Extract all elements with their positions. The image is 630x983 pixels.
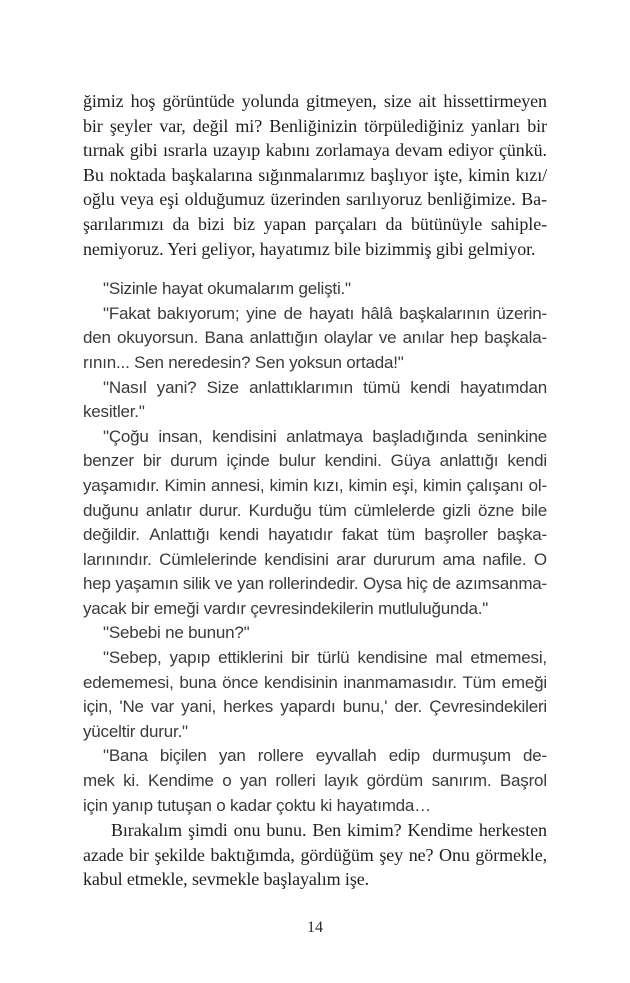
word: olduğumuz	[184, 189, 265, 210]
text-line	[83, 326, 547, 351]
word: Ben	[312, 820, 342, 841]
word: gizli	[442, 500, 471, 520]
word: Onu	[439, 844, 470, 865]
word: kendini.	[324, 451, 382, 471]
word: size	[383, 91, 412, 111]
word: kimin	[269, 475, 309, 495]
paragraph	[83, 818, 547, 892]
word: Cümlelerinde	[159, 549, 257, 569]
text-line	[83, 187, 547, 212]
word: "Fakat	[103, 303, 151, 323]
text-line	[83, 89, 547, 114]
word: kendi	[410, 377, 450, 397]
word: görmekle,	[475, 844, 547, 865]
word: devam	[395, 140, 443, 161]
word: bir	[129, 844, 149, 865]
word: yapıp	[169, 648, 211, 668]
word: anlatmaya	[286, 426, 363, 446]
word: 'Ne	[119, 697, 144, 717]
word: Kendime	[407, 820, 473, 841]
word: Kendime	[148, 771, 214, 791]
word: Size	[206, 377, 239, 397]
text-line	[83, 548, 547, 573]
word: hep	[450, 328, 478, 348]
word: oğlu	[83, 189, 115, 210]
word: den	[83, 328, 111, 348]
text-line	[83, 376, 547, 401]
word: sanırım.	[431, 771, 492, 791]
word: anlattıklarımın	[249, 377, 353, 397]
word: yanları	[470, 115, 521, 136]
word: anlatır	[145, 500, 192, 520]
word: kendi	[507, 451, 547, 471]
text-line	[83, 769, 547, 794]
word: "Sebep,	[103, 648, 162, 668]
text-line	[83, 499, 547, 524]
word: yani,	[181, 697, 217, 717]
word: veya	[120, 189, 154, 210]
word: anlattığı	[439, 451, 499, 471]
text-line: kabul etmekle, sevmekle başlayalım işe.	[83, 869, 370, 890]
word: baktığımda,	[210, 844, 295, 865]
word: parçaları	[314, 213, 377, 234]
text-line	[83, 523, 547, 548]
word: gördüğüm	[300, 844, 374, 865]
word: için,	[83, 697, 113, 717]
word: gitmeyen,	[306, 91, 377, 111]
word: cümlelerde	[353, 500, 436, 520]
word: tırnak	[83, 140, 125, 161]
word: başka-	[497, 525, 547, 545]
word: gibi	[129, 140, 158, 161]
word: Oysa	[363, 574, 402, 594]
word: herkes	[223, 697, 274, 717]
word: türlü	[317, 648, 350, 668]
text-line	[83, 138, 547, 163]
word: eyvallah	[315, 746, 377, 766]
text-line	[83, 114, 547, 139]
word: de	[283, 303, 303, 323]
word: sığınmalarımız	[258, 164, 365, 185]
word: dururum	[373, 549, 436, 569]
text-line	[83, 474, 547, 499]
word: Bu	[83, 164, 104, 185]
paragraph	[83, 89, 547, 261]
paragraph	[83, 646, 547, 744]
text-line	[83, 671, 547, 696]
text-line	[83, 163, 547, 188]
word: bir	[527, 115, 547, 136]
word: ettiklerini	[218, 648, 284, 668]
word: durur.	[199, 500, 242, 520]
word: mek	[83, 771, 115, 791]
word: bütünüyle	[411, 213, 483, 234]
word: arar	[336, 549, 366, 569]
word: anılar	[402, 328, 444, 348]
word: fakat	[341, 525, 378, 545]
word: inanmamasıdır.	[343, 672, 457, 692]
word: zorlamaya	[315, 140, 390, 161]
word: başroller	[424, 525, 488, 545]
word: O	[533, 549, 547, 569]
text-line: için yanıp tutuşan o kadar çoktu ki hayatımda…	[83, 795, 431, 815]
word: silik	[182, 574, 211, 594]
word: bunu,'	[342, 697, 388, 717]
word: işte,	[433, 164, 463, 185]
word: noktada	[109, 164, 166, 185]
word: edememesi,	[83, 672, 174, 692]
word: şarılarımızı	[83, 213, 164, 234]
word: de	[432, 574, 451, 594]
word: bile	[521, 500, 547, 520]
word: kendisini	[212, 426, 277, 446]
word: da	[172, 213, 190, 234]
text-line	[83, 302, 547, 327]
word: mal	[435, 648, 463, 668]
word: bizi	[197, 213, 225, 234]
word: insan,	[158, 426, 203, 446]
word: eşi,	[392, 475, 418, 495]
word: sarılıyoruz	[345, 189, 422, 210]
page-number: 14	[307, 919, 323, 936]
word: Başrol	[499, 771, 547, 791]
word: Ba-	[521, 189, 547, 210]
word: ediyor	[448, 140, 494, 161]
word: şimdi	[188, 820, 228, 841]
word: ve	[378, 328, 397, 348]
word: şekilde	[154, 844, 205, 865]
word: Güya	[390, 451, 431, 471]
word: "Nasıl	[103, 377, 147, 397]
word: benzer	[83, 451, 134, 471]
word: hissettirmeyen	[443, 91, 547, 111]
word: başkalarının	[399, 303, 490, 323]
word: içinde	[226, 451, 270, 471]
word: hayatı	[308, 303, 355, 323]
word: yaşamın	[115, 574, 179, 594]
word: onu	[233, 820, 261, 841]
word: anlattığın	[249, 328, 318, 348]
word: etmemesi,	[470, 648, 547, 668]
word: görüntüde	[162, 91, 235, 111]
word: mi?	[235, 115, 263, 136]
word: başlıyor	[370, 164, 428, 185]
word: de-	[523, 746, 547, 766]
word: "Bana	[103, 746, 148, 766]
word: kızı/	[515, 164, 547, 185]
word: Anlattığı	[149, 525, 210, 545]
word: tüm	[387, 525, 415, 545]
word: benliğimize.	[427, 189, 516, 210]
text-line: yacak bir emeği vardır çevresindekilerin mutluluğunda."	[83, 598, 489, 618]
word: Çevresindekileri	[429, 697, 547, 717]
paragraph	[83, 302, 547, 376]
word: duğunu	[83, 500, 139, 520]
word: o	[222, 771, 232, 791]
word: ne?	[408, 844, 434, 865]
word: ol-	[528, 475, 547, 495]
word: azade	[83, 844, 124, 865]
word: yan	[218, 746, 246, 766]
word: Bana	[204, 328, 244, 348]
word: durum	[170, 451, 218, 471]
text-line: "Sebebi ne bunun?"	[103, 623, 250, 643]
word: layık	[324, 771, 359, 791]
word: Kurduğu	[248, 500, 312, 520]
word: eşi	[159, 189, 180, 210]
text-line	[83, 695, 547, 720]
word: azımsanma-	[455, 574, 547, 594]
word: olaylar	[323, 328, 373, 348]
word: tüm	[318, 500, 347, 520]
paragraph	[83, 376, 547, 425]
paragraph	[83, 425, 547, 622]
word: ait	[418, 91, 437, 111]
word: yan	[240, 771, 267, 791]
paragraph	[83, 744, 547, 818]
word: hayatımdan	[460, 377, 547, 397]
word: annesi,	[211, 475, 265, 495]
word: bir	[142, 451, 162, 471]
word: törpülediğiniz	[364, 115, 464, 136]
word: hâlâ	[361, 303, 393, 323]
word: Benliğinizin	[269, 115, 358, 136]
word: biçilen	[159, 746, 207, 766]
text-line	[83, 572, 547, 597]
text-line: kesitler."	[83, 402, 145, 422]
text-line: "Sizinle hayat okumalarım gelişti."	[103, 279, 351, 299]
word: bir	[291, 648, 310, 668]
word: kimin	[468, 164, 510, 185]
word: başladığında	[372, 426, 468, 446]
word: üzerin-	[496, 303, 547, 323]
word: kimin	[348, 475, 388, 495]
paragraph	[83, 621, 547, 646]
word: ğimiz	[83, 91, 124, 111]
word: kabını	[265, 140, 311, 161]
word: larınındır.	[83, 549, 152, 569]
word: kendi	[219, 525, 259, 545]
word: yan	[237, 574, 264, 594]
text-line	[83, 425, 547, 450]
word: özne	[477, 500, 515, 520]
word: başkala-	[484, 328, 547, 348]
text-line	[83, 843, 547, 868]
word: hiç	[406, 574, 428, 594]
word: nafile.	[482, 549, 527, 569]
word: buna	[179, 672, 217, 692]
word: ki.	[123, 771, 140, 791]
word: değildir.	[83, 525, 140, 545]
word: durmuşum	[432, 746, 511, 766]
word: Bırakalım	[111, 820, 183, 841]
word: kendisini	[264, 549, 329, 569]
word: sahiple-	[490, 213, 547, 234]
word: yapan	[263, 213, 307, 234]
word: değil	[192, 115, 229, 136]
word: kimin	[422, 475, 462, 495]
word: "Çoğu	[103, 426, 149, 446]
word: yapardı	[280, 697, 336, 717]
word: rolleri	[275, 771, 316, 791]
word: üzerinden	[270, 189, 341, 210]
word: hoş	[130, 91, 156, 111]
paragraph	[83, 277, 547, 302]
word: yolunda	[241, 91, 299, 111]
word: bunu.	[266, 820, 307, 841]
word: şey	[379, 844, 404, 865]
word: herkesten	[478, 820, 547, 841]
text-line	[83, 212, 547, 237]
word: biz	[233, 213, 255, 234]
word: yine	[246, 303, 277, 323]
word: edip	[388, 746, 421, 766]
word: tümü	[363, 377, 401, 397]
text-line: rının... Sen neredesin? Sen yoksun ortada!"	[83, 352, 404, 372]
word: uzayıp	[212, 140, 261, 161]
word: çünkü.	[499, 140, 547, 161]
word: kendisinin	[263, 672, 338, 692]
body-text	[83, 89, 547, 892]
word: Kimin	[164, 475, 206, 495]
word: seninkine	[476, 426, 547, 446]
word: Tüm	[462, 672, 496, 692]
text-line	[83, 449, 547, 474]
word: rollere	[257, 746, 304, 766]
word: yani?	[156, 377, 197, 397]
word: çalışanı	[466, 475, 524, 495]
word: ama	[442, 549, 475, 569]
word: da	[385, 213, 403, 234]
word: bulur	[278, 451, 316, 471]
word: emeği	[501, 672, 547, 692]
word: bir	[83, 115, 103, 136]
word: önce	[222, 672, 259, 692]
word: rollerindedir.	[268, 574, 359, 594]
word: kızı,	[313, 475, 344, 495]
text-line: nemiyoruz. Yeri geliyor, hayatımız bile bizimmiş gibi gelmiyor.	[83, 238, 536, 259]
word: ısrarla	[163, 140, 208, 161]
word: kimim?	[347, 820, 402, 841]
word: yaşamıdır.	[83, 475, 160, 495]
word: kendisine	[357, 648, 428, 668]
word: hep	[83, 574, 111, 594]
text-line	[83, 744, 547, 769]
text-line: yüceltir durur."	[83, 721, 188, 741]
word: şeyler	[109, 115, 153, 136]
word: hayatıdır	[268, 525, 333, 545]
text-line	[83, 646, 547, 671]
word: ve	[214, 574, 233, 594]
text-line	[83, 818, 547, 843]
word: okuyorsun.	[117, 328, 199, 348]
word: der.	[394, 697, 423, 717]
word: gördüm	[366, 771, 424, 791]
word: bakıyorum;	[157, 303, 240, 323]
word: var,	[159, 115, 186, 136]
word: var	[150, 697, 174, 717]
word: başkalarına	[171, 164, 253, 185]
